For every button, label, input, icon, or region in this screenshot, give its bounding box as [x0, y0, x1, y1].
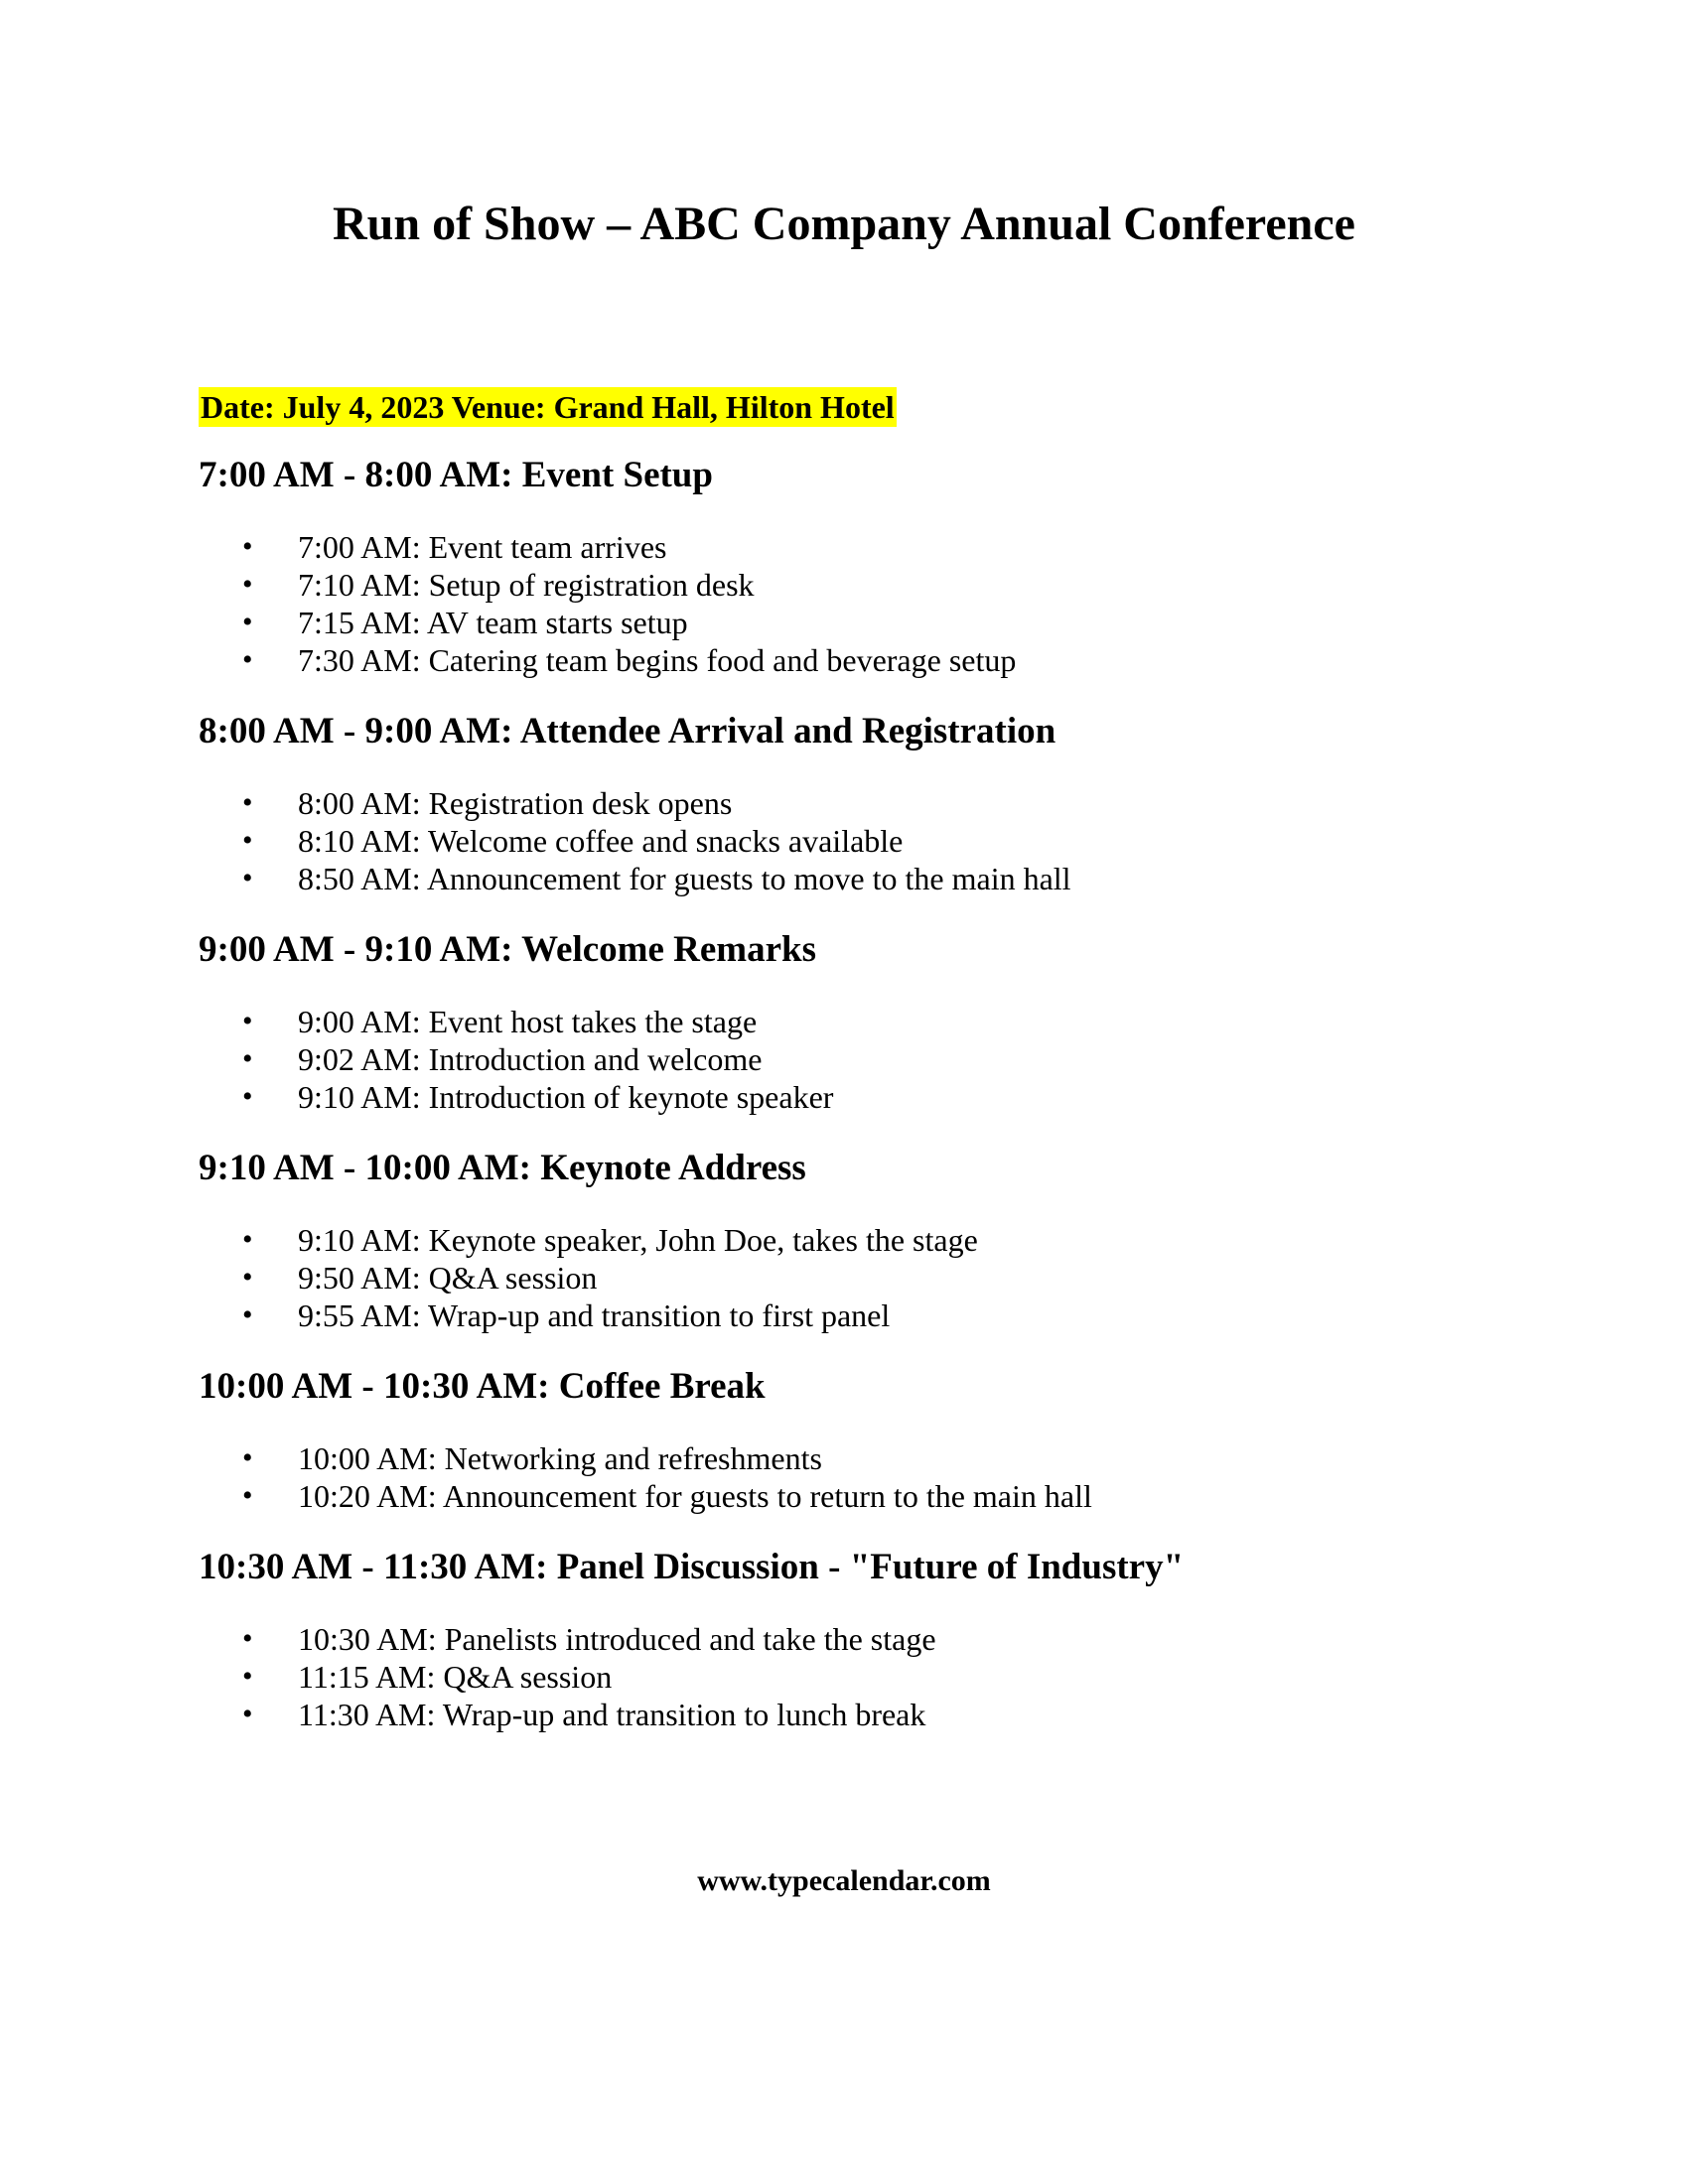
schedule-item	[199, 1620, 1489, 1658]
schedule-item-text: 8:50 AM: Announcement for guests to move to the main hall	[298, 861, 1071, 896]
schedule-item-list	[199, 1620, 1489, 1733]
schedule-item-text: 7:10 AM: Setup of registration desk	[298, 567, 755, 603]
bullet-icon: •	[242, 568, 253, 601]
schedule-item	[199, 641, 1489, 679]
section-heading: 10:30 AM - 11:30 AM: Panel Discussion - "Future of Industry"	[199, 1547, 1185, 1587]
schedule-item	[199, 528, 1489, 566]
schedule-item-text: 11:30 AM: Wrap-up and transition to lunch break	[298, 1697, 926, 1732]
bullet-icon: •	[242, 1223, 253, 1256]
bullet-icon: •	[242, 1660, 253, 1693]
bullet-icon: •	[242, 824, 253, 857]
footer-url: www.typecalendar.com	[697, 1864, 991, 1897]
section-heading: 8:00 AM - 9:00 AM: Attendee Arrival and Registration	[199, 711, 1056, 751]
schedule-item	[199, 1259, 1489, 1297]
schedule-item	[199, 1078, 1489, 1116]
bullet-icon: •	[242, 1080, 253, 1113]
schedule-item	[199, 1477, 1489, 1515]
schedule-item-text: 9:02 AM: Introduction and welcome	[298, 1041, 763, 1077]
schedule-section	[199, 709, 1489, 897]
schedule-item-text: 9:00 AM: Event host takes the stage	[298, 1004, 758, 1039]
schedule-item-text: 10:00 AM: Networking and refreshments	[298, 1440, 822, 1476]
bullet-icon: •	[242, 643, 253, 676]
bullet-icon: •	[242, 606, 253, 638]
schedule-sections	[199, 453, 1489, 1733]
bullet-icon: •	[242, 1698, 253, 1730]
schedule-item-list	[199, 1003, 1489, 1116]
schedule-item	[199, 1003, 1489, 1040]
schedule-item	[199, 1297, 1489, 1334]
section-heading: 10:00 AM - 10:30 AM: Coffee Break	[199, 1366, 766, 1407]
schedule-item-list	[199, 1221, 1489, 1334]
schedule-item-text: 9:10 AM: Introduction of keynote speaker	[298, 1079, 834, 1115]
bullet-icon: •	[242, 862, 253, 894]
schedule-item	[199, 1658, 1489, 1696]
schedule-item	[199, 1439, 1489, 1477]
bullet-icon: •	[242, 1622, 253, 1655]
bullet-icon: •	[242, 1479, 253, 1512]
schedule-item-list	[199, 784, 1489, 897]
schedule-item-text: 9:55 AM: Wrap-up and transition to first panel	[298, 1297, 891, 1333]
schedule-item-list	[199, 1439, 1489, 1515]
schedule-item-text: 11:15 AM: Q&A session	[298, 1659, 613, 1695]
schedule-item-text: 7:30 AM: Catering team begins food and beverage setup	[298, 642, 1017, 678]
document-body	[199, 387, 1489, 1763]
schedule-item-list	[199, 528, 1489, 679]
schedule-item-text: 8:00 AM: Registration desk opens	[298, 785, 733, 821]
bullet-icon: •	[242, 1042, 253, 1075]
schedule-item-text: 7:15 AM: AV team starts setup	[298, 605, 688, 640]
schedule-item	[199, 784, 1489, 822]
schedule-item	[199, 860, 1489, 897]
schedule-section	[199, 1364, 1489, 1515]
bullet-icon: •	[242, 786, 253, 819]
schedule-item-text: 10:20 AM: Announcement for guests to return to the main hall	[298, 1478, 1092, 1514]
schedule-item-text: 9:50 AM: Q&A session	[298, 1260, 598, 1296]
section-heading: 9:00 AM - 9:10 AM: Welcome Remarks	[199, 929, 817, 970]
bullet-icon: •	[242, 530, 253, 563]
schedule-section	[199, 1146, 1489, 1334]
schedule-section	[199, 453, 1489, 679]
section-heading: 9:10 AM - 10:00 AM: Keynote Address	[199, 1148, 806, 1188]
schedule-item-text: 7:00 AM: Event team arrives	[298, 529, 667, 565]
schedule-item-text: 10:30 AM: Panelists introduced and take the stage	[298, 1621, 936, 1657]
bullet-icon: •	[242, 1261, 253, 1294]
schedule-item	[199, 1040, 1489, 1078]
schedule-item	[199, 1696, 1489, 1733]
date-venue-highlight: Date: July 4, 2023 Venue: Grand Hall, Hilton Hotel	[201, 389, 895, 425]
page-title: Run of Show – ABC Company Annual Conference	[333, 198, 1355, 250]
bullet-icon: •	[242, 1441, 253, 1474]
bullet-icon: •	[242, 1005, 253, 1037]
schedule-section	[199, 927, 1489, 1116]
schedule-item-text: 9:10 AM: Keynote speaker, John Doe, takes the stage	[298, 1222, 978, 1258]
schedule-section	[199, 1545, 1489, 1733]
schedule-item	[199, 822, 1489, 860]
section-heading: 7:00 AM - 8:00 AM: Event Setup	[199, 455, 713, 495]
schedule-item-text: 8:10 AM: Welcome coffee and snacks available	[298, 823, 904, 859]
schedule-item	[199, 604, 1489, 641]
bullet-icon: •	[242, 1298, 253, 1331]
schedule-item	[199, 1221, 1489, 1259]
schedule-item	[199, 566, 1489, 604]
